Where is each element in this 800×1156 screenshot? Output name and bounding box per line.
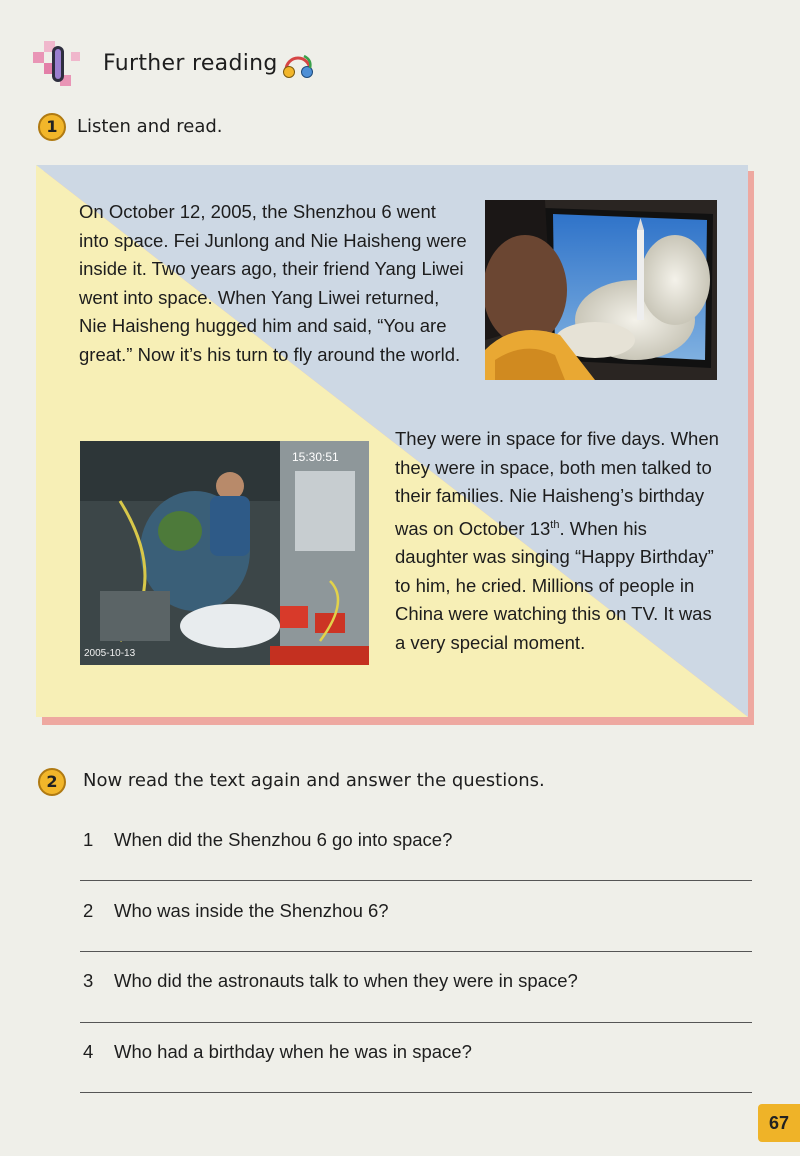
headphones-icon [280,48,316,84]
question-2 [83,900,389,922]
question-text: Who did the astronauts talk to when they were in space? [114,970,578,991]
question-text: When did the Shenzhou 6 go into space? [114,829,453,850]
section-title: Further reading [103,51,278,76]
answer-line-4[interactable] [80,1092,752,1093]
activity-1-instruction: Listen and read. [77,116,223,137]
photo-timestamp: 15:30:51 [292,450,339,464]
answer-line-1[interactable] [80,880,752,881]
paragraph-2-text-b: . When his daughter was singing “Happy Birthday” to him, he cried. Millions of people in China were watching this on TV. It was a very special moment. [395,517,714,653]
question-number: 3 [83,970,94,991]
section-decoration-icon [30,38,90,88]
activity-1-number-badge: 1 [38,113,66,141]
question-3 [83,970,578,992]
page-number: 67 [758,1104,800,1142]
astronaut-watching-launch-photo [485,200,717,380]
question-text: Who had a birthday when he was in space? [114,1041,472,1062]
question-number: 4 [83,1041,94,1062]
photo-date-stamp: 2005-10-13 [84,648,136,659]
question-number: 2 [83,900,94,921]
question-1 [83,829,452,851]
ordinal-suffix: th [550,518,560,531]
question-number: 1 [83,829,94,850]
activity-2-number-badge: 2 [38,768,66,796]
astronauts-in-cabin-photo [80,441,369,665]
paragraph-2-text-a: They were in space for five days. When they were in space, both men talked to their families. Nie Haisheng’s birthday was on October 13 [395,428,719,539]
reading-paragraph-2 [395,425,725,657]
question-4 [83,1041,472,1063]
activity-2-instruction: Now read the text again and answer the questions. [83,770,545,791]
answer-line-2[interactable] [80,951,752,952]
answer-line-3[interactable] [80,1022,752,1023]
reading-paragraph-1: On October 12, 2005, the Shenzhou 6 went into space. Fei Junlong and Nie Haisheng were inside it. Two years ago, their friend Yang Liwei went into space. When Yang Liwei returned, Nie Haisheng hugged him and said, “You are great.” Now it’s his turn to fly around the world. [79,201,467,365]
question-text: Who was inside the Shenzhou 6? [114,900,389,921]
